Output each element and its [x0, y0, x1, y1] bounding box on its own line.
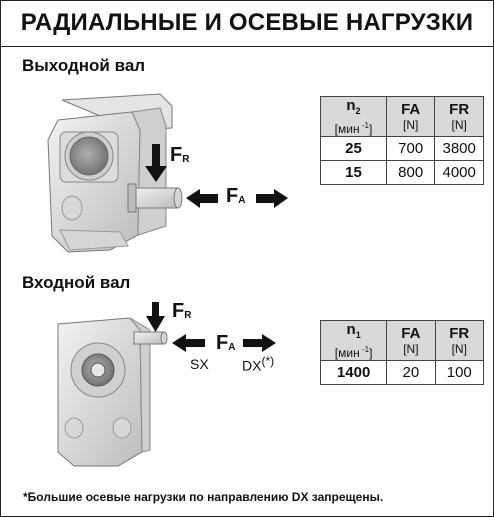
- speed-header: $n_2$ [мин $^{-1}$]: [321, 97, 387, 137]
- fa-header: FA [N]: [387, 321, 435, 361]
- input-shaft-table: [320, 320, 484, 385]
- fr-header: FR [N]: [435, 97, 484, 137]
- output-fr-label: $F_R$: [170, 144, 190, 166]
- output-shaft-table: [320, 96, 484, 185]
- input-fr-label: $F_R$: [172, 300, 192, 322]
- fa-header: FA [N]: [386, 97, 434, 137]
- table-row: 15 800 4000: [321, 161, 484, 185]
- page-title: РАДИАЛЬНЫЕ И ОСЕВЫЕ НАГРУЗКИ: [20, 9, 474, 36]
- output-shaft-heading: Выходной вал: [22, 56, 146, 75]
- direction-sx-label: SX: [190, 356, 209, 372]
- speed-header: $n_1$ [мин $^{-1}$]: [321, 321, 387, 361]
- input-shaft-heading: Входной вал: [22, 273, 131, 292]
- input-gearbox-drawing: [58, 318, 167, 466]
- footnote: *Большие осевые нагрузки по направлению DX запрещены.: [23, 490, 384, 504]
- table-header-row: [321, 321, 484, 361]
- output-fa-label: $F_A$: [226, 185, 246, 207]
- direction-dx-label: DX(*): [242, 354, 275, 374]
- table-row: 25 700 3800: [321, 137, 484, 161]
- input-fr-arrow: [146, 302, 165, 332]
- input-fa-label: $F_A$: [216, 332, 236, 354]
- table-header-row: [321, 97, 484, 137]
- table-row: 1400 20 100: [321, 361, 484, 385]
- fr-header: FR [N]: [435, 321, 483, 361]
